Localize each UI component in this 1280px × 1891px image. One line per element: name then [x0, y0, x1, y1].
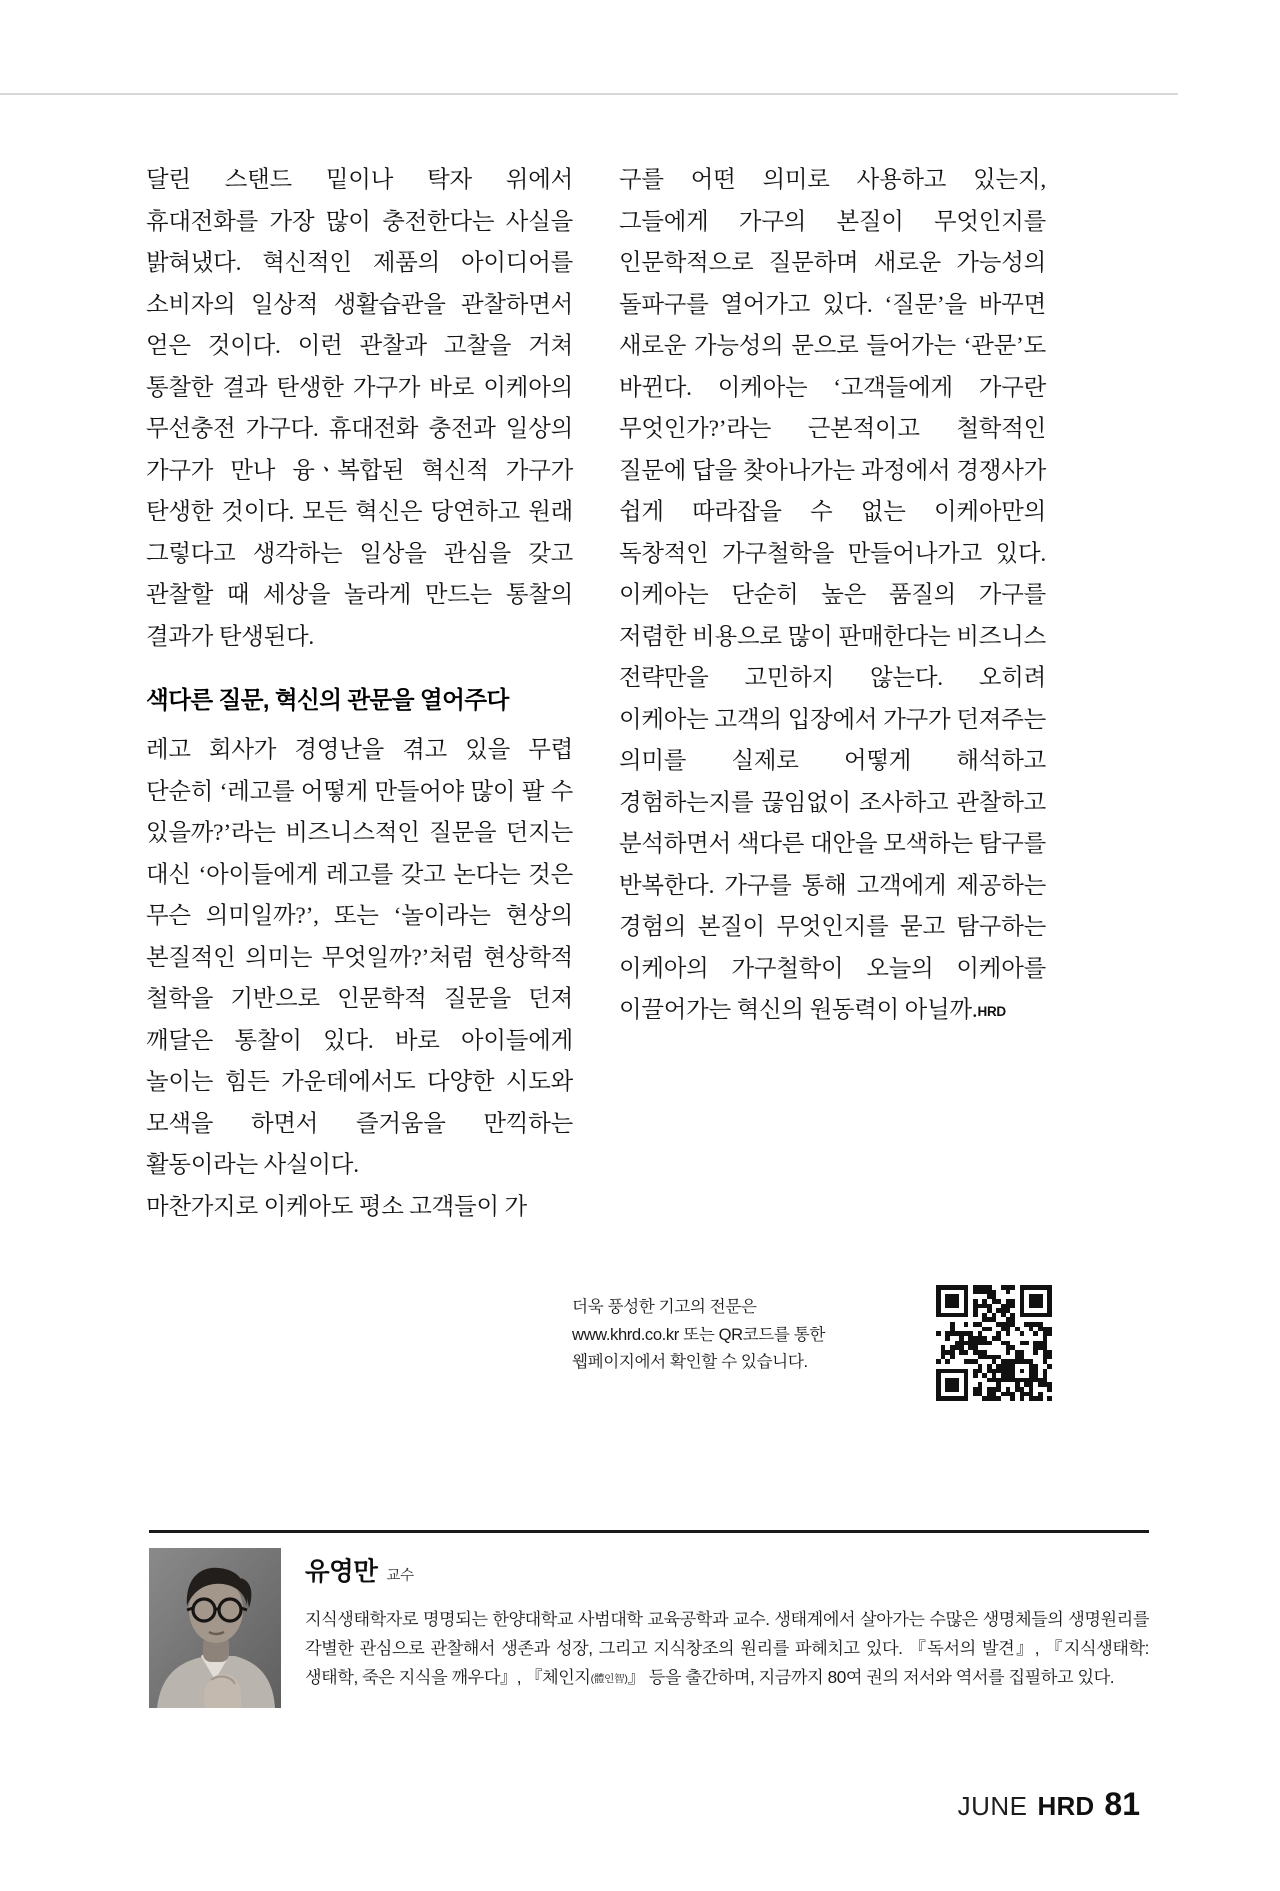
qr-promo-block	[572, 1285, 1152, 1401]
qr-promo-text	[572, 1285, 912, 1376]
author-role: 교수	[386, 1568, 414, 1584]
top-divider-rule	[0, 93, 1178, 95]
qr-code-icon[interactable]	[936, 1285, 1052, 1401]
left-paragraph-2: 레고 회사가 경영난을 겪고 있을 무렵 단순히 ‘레고를 어떻게 만들어야 많이 팔 수 있을까?’라는 비즈니스적인 질문을 던지는 대신 ‘아이들에게 레고를 갖고 논다는 것은 무슨 의미일까?’, 또는 ‘놀이라는 현상의 본질적인 의미는 무엇일까?’처럼 현상학적 철학을 기반으로 인문학적 질문을 던져 깨달은 통찰이 있다. 바로 아이들에게 놀이는 힘든 가운데에서도 다양한 시도와 모색을 하면서 즐거움을 만끽하는 활동이라는 사실이다.	[146, 737, 573, 1178]
qr-promo-line-3: 웹페이지에서 확인할 수 있습니다.	[572, 1352, 808, 1371]
author-photo	[149, 1548, 281, 1708]
right-paragraph-1-text: 구를 어떤 의미로 사용하고 있는지, 그들에게 가구의 본질이 무엇인지를 인문학적으로 질문하며 새로운 가능성의 돌파구를 열어가고 있다. ‘질문’을 바꾸면 새로운 가능성의 문으로 들어가는 ‘관문’도 바뀐다. 이케아는 ‘고객들에게 가구란 무엇인가?’라는 근본적이고 철학적인 질문에 답을 찾아나가는 과정에서 경쟁사가 쉽게 따라잡을 수 없는 이케아만의 독창적인 가구철학을 만들어나가고 있다. 이케아는 단순히 높은 품질의 가구를 저렴한 비용으로 많이 판매한다는 비즈니스 전략만을 고민하지 않는다. 오히려 이케아는 고객의 입장에서 가구가 던져주는 의미를 실제로 어떻게 해석하고 경험하는지를 끊임없이 조사하고 관찰하고 분석하면서 색다른 대안을 모색하는 탐구를 반복한다. 가구를 통해 고객에게 제공하는 경험의 본질이 무엇인지를 묻고 탐구하는 이케아의 가구철학이 오늘의 이케아를 이끌어가는 혁신의 원동력이 아닐까.	[619, 167, 1046, 1023]
footer-brand: HRD	[1037, 1791, 1095, 1821]
qr-promo-line-1: 더욱 풍성한 기고의 전문은	[572, 1297, 757, 1316]
section-heading: 색다른 질문, 혁신의 관문을 열어주다	[146, 688, 509, 714]
right-column	[619, 160, 1046, 1228]
author-bio-body	[305, 1548, 1149, 1711]
bio-divider-rule	[149, 1530, 1149, 1533]
hrd-end-mark: HRD	[977, 1004, 1006, 1019]
author-bio-text-part-2: 』 등을 출간하며, 지금까지 80여 권의 저서와 역서를 집필하고 있다.	[627, 1666, 1115, 1687]
article-body	[146, 160, 1046, 1228]
footer-page-number: 81	[1104, 1786, 1140, 1822]
left-column	[146, 160, 573, 1228]
author-bio	[149, 1548, 1149, 1711]
author-name-line	[305, 1552, 1149, 1588]
left-paragraph-1: 달린 스탠드 밑이나 탁자 위에서 휴대전화를 가장 많이 충전한다는 사실을 밝혀냈다. 혁신적인 제품의 아이디어를 소비자의 일상적 생활습관을 관찰하면서 얻은 것이다. 이런 관찰과 고찰을 거쳐 통찰한 결과 탄생한 가구가 바로 이케아의 무선충전 가구다. 휴대전화 충전과 일상의 가구가 만나 융ㆍ복합된 혁신적 가구가 탄생한 것이다. 모든 혁신은 당연하고 원래 그렇다고 생각하는 일상을 관심을 갖고 관찰할 때 세상을 놀라게 만드는 통찰의 결과가 탄생된다.	[146, 167, 573, 650]
right-paragraph-1	[619, 160, 1046, 1033]
footer-month: JUNE	[957, 1791, 1028, 1821]
author-bio-ruby: (體인智)	[590, 1672, 628, 1685]
author-bio-text-part-1: 지식생태학자로 명명되는 한양대학교 사범대학 교육공학과 교수. 생태계에서 살아가는 수많은 생명체들의 생명원리를 각별한 관심으로 관찰해서 생존과 성장, 그리고 지식창조의 원리를 파헤치고 있다. 『독서의 발견』, 『지식생태학: 생태학, 죽은 지식을 깨우다』, 『체인지	[305, 1609, 1149, 1687]
qr-promo-line-2: www.khrd.co.kr 또는 QR코드를 통한	[572, 1324, 826, 1344]
page-footer	[958, 1786, 1140, 1823]
left-paragraph-3: 마찬가지로 이케아도 평소 고객들이 가	[146, 1193, 527, 1220]
author-bio-text	[305, 1605, 1149, 1693]
author-name: 유영만	[305, 1558, 378, 1586]
